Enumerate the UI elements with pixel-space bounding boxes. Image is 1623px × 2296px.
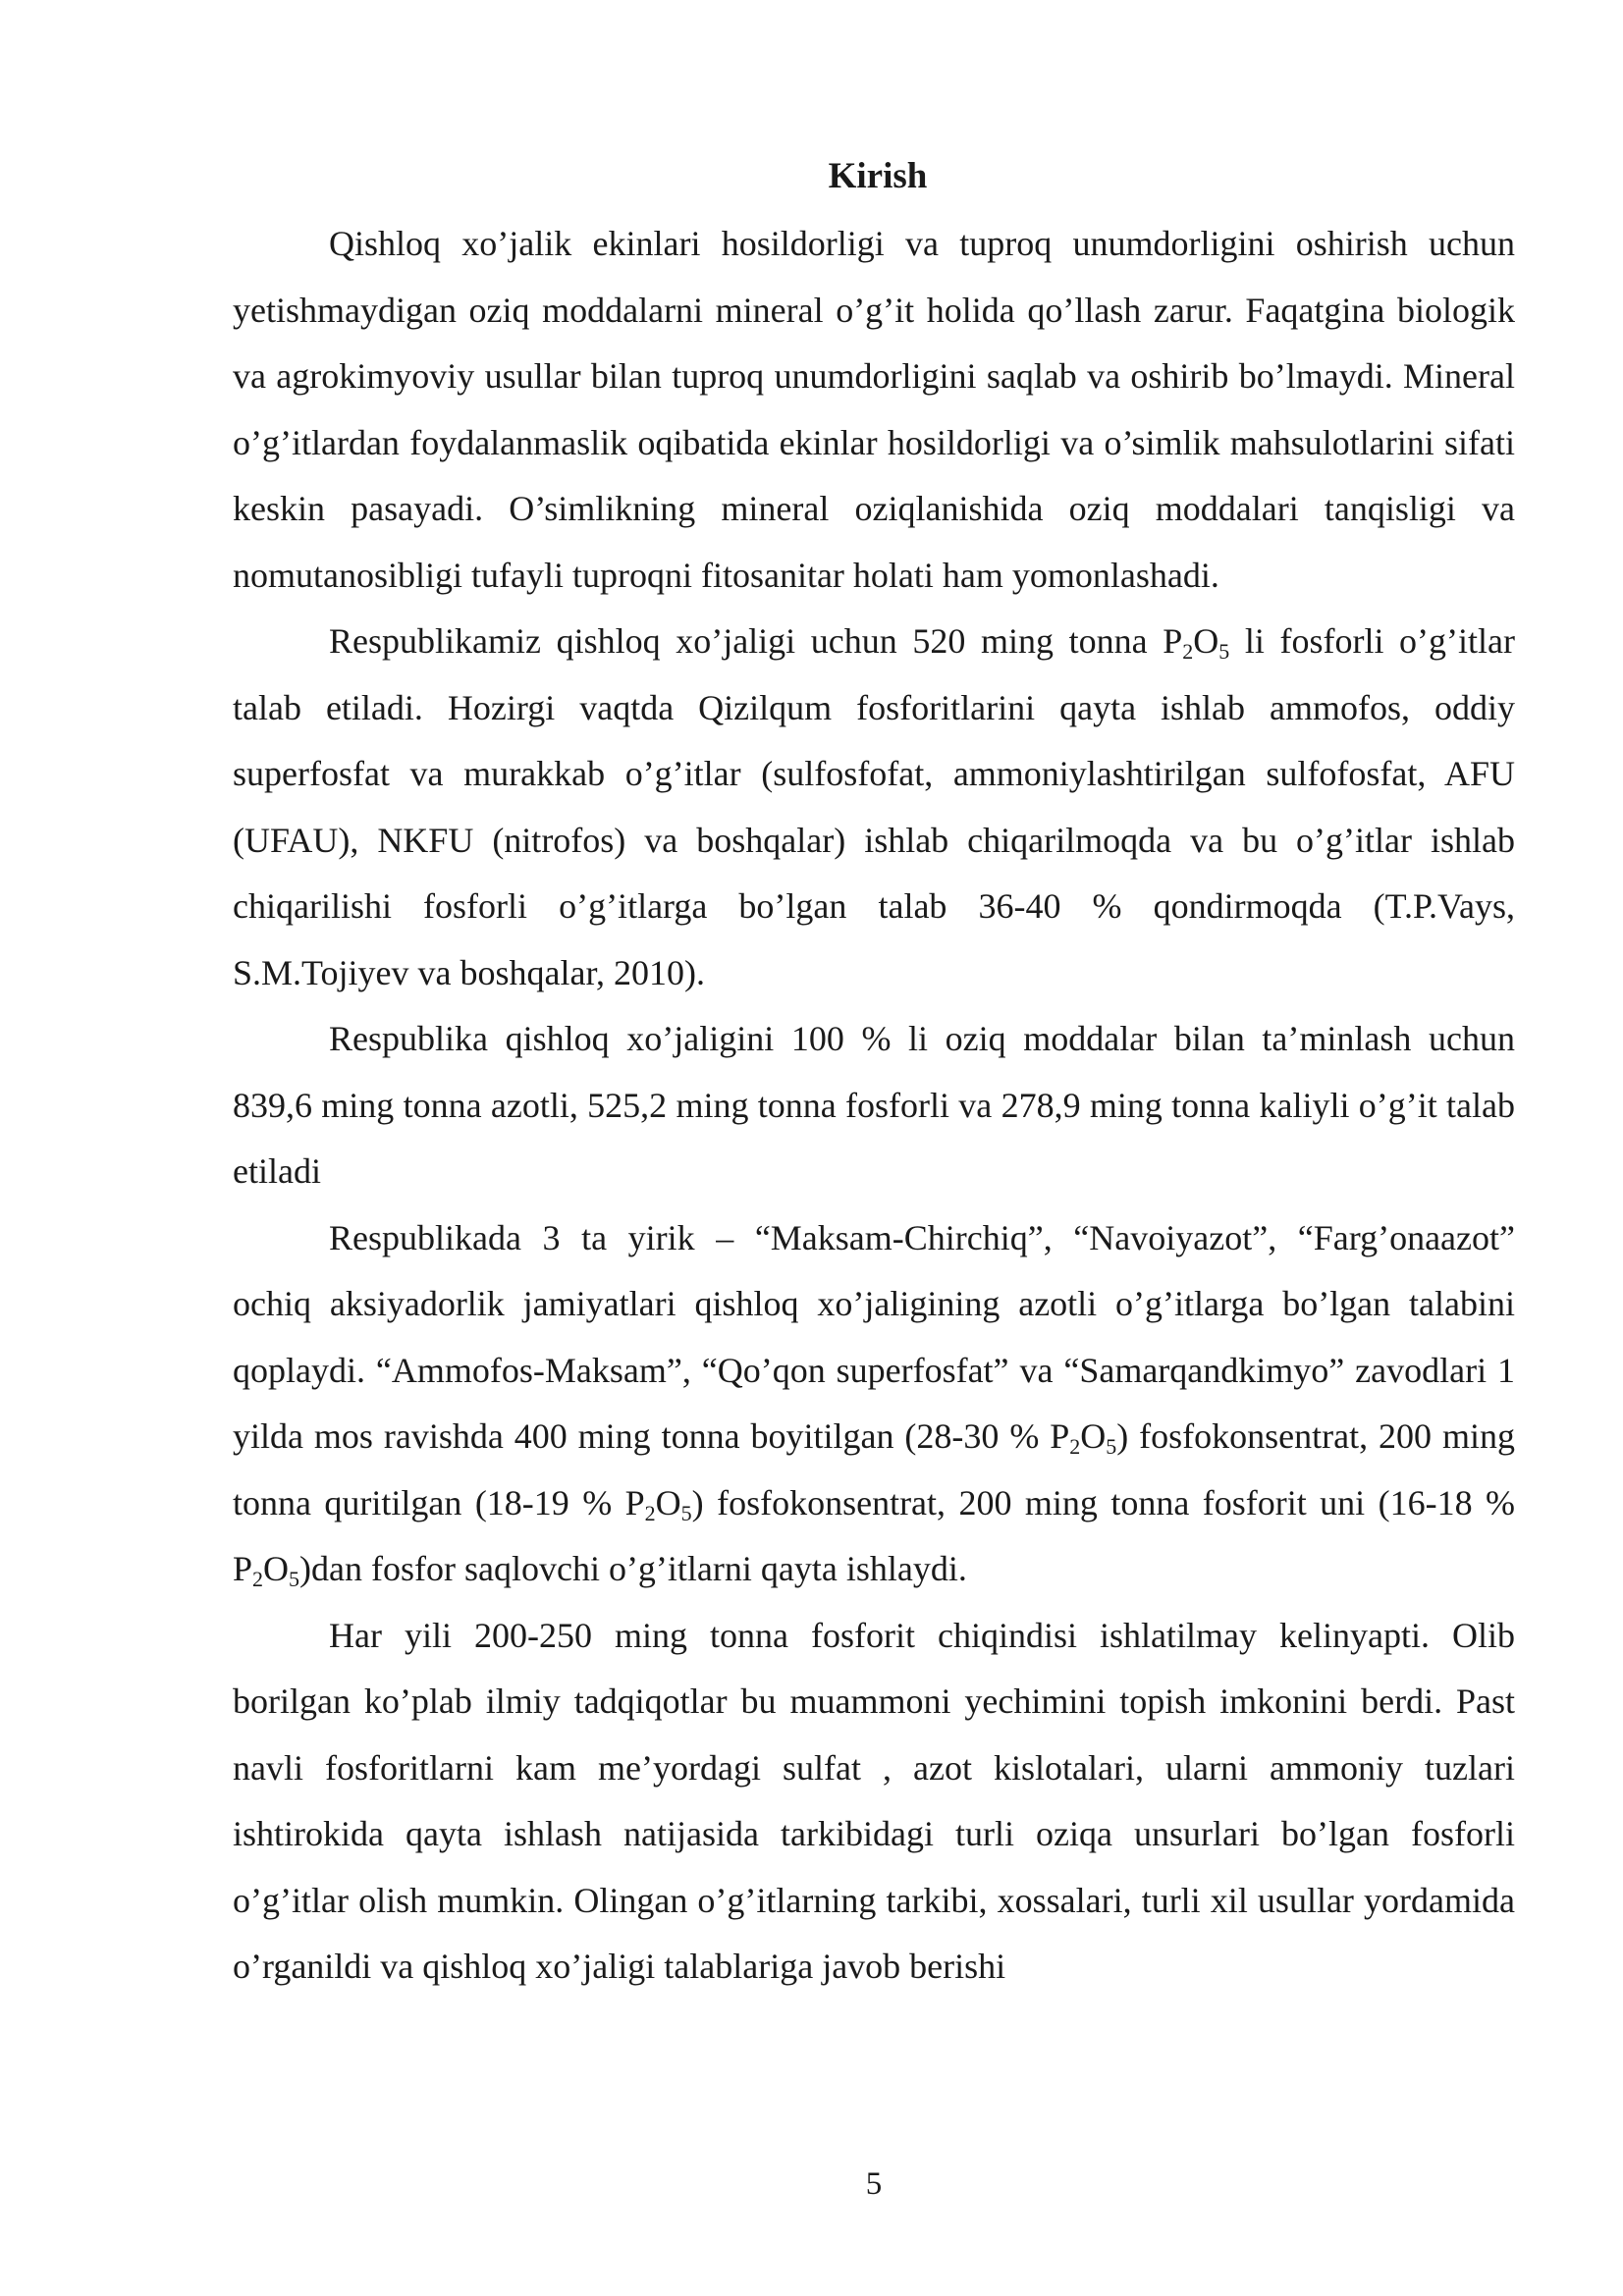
text-run: ) fosfokonsentrat, 200 ming tonna quritilgan (18-19 % P [233,1416,1515,1522]
text-run: O [655,1482,681,1522]
subscript: 2 [644,1500,656,1525]
text-run: O [1080,1416,1107,1456]
text-run: O [263,1549,290,1588]
subscript: 5 [1218,639,1230,664]
section-title: Kirish [828,156,928,196]
paragraph [233,609,1515,1006]
subscript: 5 [289,1567,300,1591]
paragraph [233,211,1515,609]
text-run: ) fosfokonsentrat, 200 ming tonna fosforit uni (16-18 % P [233,1482,1515,1588]
subscript: 2 [1182,639,1194,664]
text-run: O [1193,621,1219,661]
paragraph [233,1006,1515,1205]
subscript: 2 [1069,1434,1081,1459]
text-run: Qishloq xo’jalik ekinlari hosildorligi va tuproq unumdorligini oshirish uchun yetishmaydigan oziq moddalarni mineral o’g’it holida qo’llash zarur. Faqatgina biologik va agrokimyoviy usullar bilan tuproq unumdorligini saqlab va oshirib bo’lmaydi. Mineral o’g’itlardan foydalanmaslik oqibatida ekinlar hosildorligi va o’simlik mahsulotlarini sifati keskin pasayadi. O’simlikning mineral oziqlanishida oziq moddalari tanqisligi va nomutanosibligi tufayli tuproqni fitosanitar holati ham yomonlashadi. [233,224,1515,595]
text-run: Har yili 200-250 ming tonna fosforit chiqindisi ishlatilmay kelinyapti. Olib borilgan ko’plab ilmiy tadqiqotlar bu muammoni yechimini topish imkonini berdi. Past navli fosforitlarni kam me’yordagi sulfat , azot kislotalari, ularni ammoniy tuzlari ishtirokida qayta ishlash natijasida tarkibidagi turli oziqa unsurlari bo’lgan fosforli o’g’itlar olish mumkin. Olingan o’g’itlarning tarkibi, xossalari, turli xil usullar yordamida o’rganildi va qishloq xo’jaligi talablariga javob berishi [233,1615,1515,1986]
paragraph [233,1205,1515,1603]
subscript: 2 [252,1567,264,1591]
text-run: li fosforli o’g’itlar talab etiladi. Hozirgi vaqtda Qizilqum fosforitlarini qayta ishlab ammofos, oddiy superfosfat va murakkab o’g’itlar (sulfosfofat, ammoniylashtirilgan sulfofosfat, AFU (UFAU), NKFU (nitrofos) va boshqalar) ishlab chiqarilmoqda va bu o’g’itlar ishlab chiqarilishi fosforli o’g’itlarga bo’lgan talab 36-40 % qondirmoqda (T.P.Vays, S.M.Tojiyev va boshqalar, 2010). [233,621,1516,992]
body-text [233,211,1515,2001]
text-run: )dan fosfor saqlovchi o’g’itlarni qayta ishlaydi. [299,1549,967,1588]
text-run: Respublikada 3 ta yirik – “Maksam-Chirchiq”, “Navoiyazot”, “Farg’onaazot” ochiq aksiyadorlik jamiyatlari qishloq xo’jaligining azotli o’g’itlarga bo’lgan talabini qoplaydi. “Ammofos-Maksam”, “Qo’qon superfosfat” va “Samarqandkimyo” zavodlari 1 yilda mos ravishda 400 ming tonna boyitilgan (28-30 % P [233,1217,1515,1456]
subscript: 5 [1106,1434,1117,1459]
text-run: Respublikamiz qishloq xo’jaligi uchun 520 ming tonna P [329,621,1183,661]
text-run: Respublika qishloq xo’jaligini 100 % li oziq moddalar bilan ta’minlash uchun 839,6 ming tonna azotli, 525,2 ming tonna fosforli va 278,9 ming tonna kaliyli o’g’it talab etiladi [233,1019,1515,1191]
paragraph [233,1603,1515,2001]
page-number: 5 [865,2166,883,2202]
subscript: 5 [680,1500,692,1525]
